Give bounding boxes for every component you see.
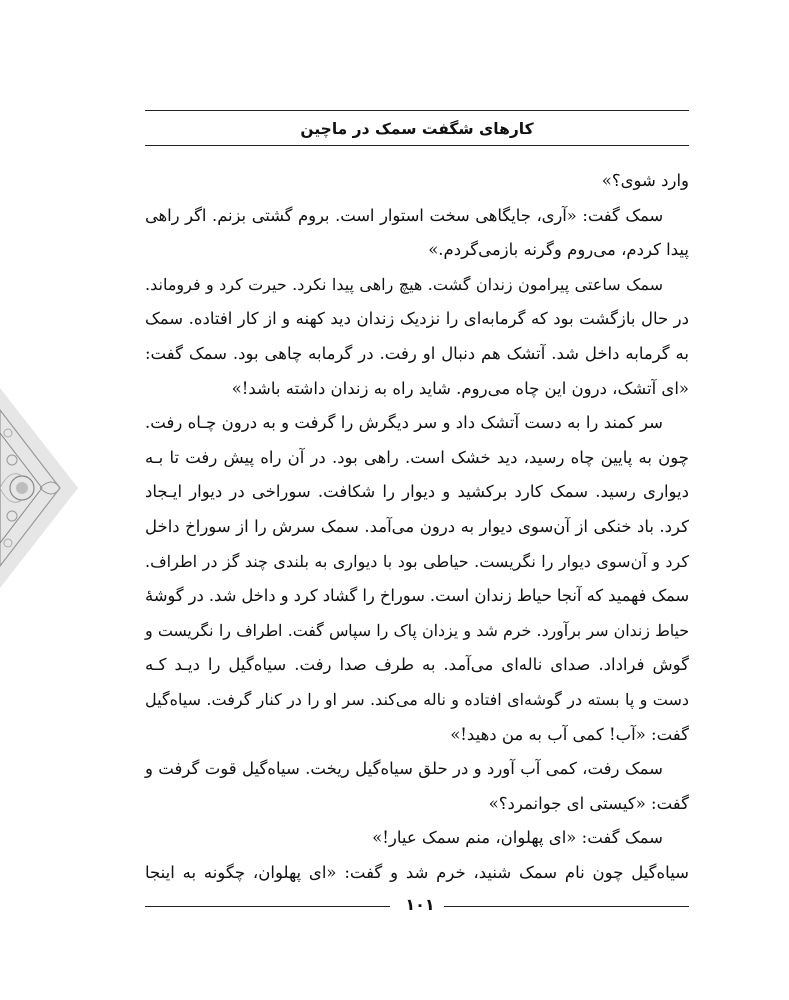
text-line: سمک گفت: «آری، جایگاهی سخت استوار است. بروم گشتی بزنم. اگر راهی: [145, 205, 663, 225]
text-line: «ای آتشک، درون این چاه می‌روم. شاید راه به زندان داشته باشد!»: [231, 378, 689, 398]
text-line: در حال بازگشت بود که گرمابه‌ای را نزدیک زندان دید کهنه و از کار افتاده. سمک: [145, 309, 689, 329]
text-line: کرد و آن‌سوی دیوار را نگریست. حیاطی بود با دیواری به بلندی چند گز در اطراف.: [145, 551, 689, 571]
text-line: گفت: «کیستی ای جوانمرد؟»: [488, 793, 689, 813]
header-rule-bottom: [145, 145, 689, 146]
text-line: پیدا کردم، می‌روم وگرنه بازمی‌گردم.»: [428, 240, 689, 260]
page-number: ۱۰۱: [405, 895, 435, 914]
text-line: سمک فهمید که آنجا حیاط زندان است. سوراخ را گشاد کرد و داخل شد. در گوشهٔ: [145, 586, 689, 606]
text-line: دیواری رسید. سمک کارد برکشید و دیوار را شکافت. سوراخی در دیوار ایـجاد: [145, 482, 689, 502]
text-line: سمک رفت، کمی آب آورد و در حلق سیاه‌گیل ریخت. سیاه‌گیل قوت گرفت و: [145, 759, 663, 779]
text-line: وارد شوی؟»: [601, 171, 689, 190]
text-line: به گرمابه داخل شد. آتشک هم دنبال او رفت. در گرمابه چاهی بود. سمک گفت:: [145, 343, 689, 363]
arabesque-ornament: [0, 388, 78, 588]
footer-rule-right: [444, 906, 689, 907]
text-line: حیاط زندان سر برآورد. خرم شد و یزدان پاک را سپاس گفت. اطراف را نگریست و: [145, 620, 689, 640]
text-line: گفت: «آب! کمی آب به من دهید!»: [450, 724, 689, 744]
footer-rule-left: [145, 906, 390, 907]
text-line: سمک گفت: «ای پهلوان، منم سمک عیار!»: [372, 828, 663, 848]
text-line: دست و پا بسته در گوشه‌ای افتاده و ناله می‌کند. سر او را در کنار گرفت. سیاه‌گیل: [145, 689, 689, 709]
text-line: سیاه‌گیل چون نام سمک شنید، خرم شد و گفت: «ای پهلوان، چگونه به اینجا: [145, 862, 689, 882]
header-rule-top: [145, 110, 689, 111]
running-header-title: کارهای شگفت سمک در ماچین: [300, 120, 534, 138]
text-line: سر کمند را به دست آتشک داد و سر دیگرش را گرفت و به درون چـاه رفت.: [145, 413, 663, 433]
text-line: چون به پایین چاه رسید، دید خشک است. راهی بود. در آن راه پیش رفت تا بـه: [145, 447, 689, 467]
body-text: [145, 164, 689, 890]
text-line: سمک ساعتی پیرامون زندان گشت. هیچ راهی پیدا نکرد. حیرت کرد و فروماند.: [145, 274, 663, 294]
text-line: گوش فراداد. صدای ناله‌ای می‌آمد. به طرف صدا رفت. سیاه‌گیل را دیـد کـه: [145, 655, 689, 675]
text-line: کرد. باد خنکی از آن‌سوی دیوار به درون می‌آمد. سمک سرش را از سوراخ داخل: [145, 516, 689, 536]
